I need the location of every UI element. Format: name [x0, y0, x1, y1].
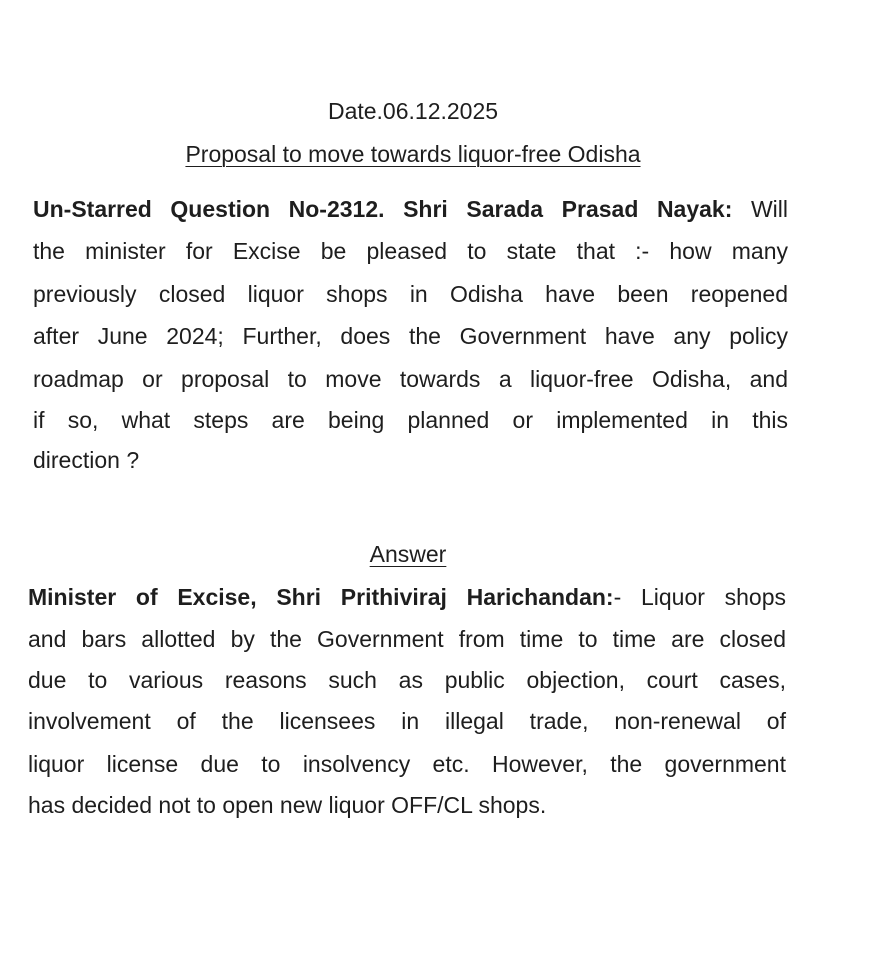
answer-line — [28, 584, 786, 611]
question-text: Will — [732, 196, 788, 222]
question-line: previously closed liquor shops in Odisha have been reopened — [33, 281, 788, 307]
answer-label: Minister of Excise, Shri Prithiviraj Harichandan: — [28, 584, 614, 610]
answer-text: - Liquor shops — [613, 584, 786, 610]
document-title: Proposal to move towards liquor-free Odisha — [185, 141, 641, 167]
question-line: the minister for Excise be pleased to state that :- how many — [33, 238, 788, 264]
question-line: if so, what steps are being planned or implemented in this — [33, 407, 788, 433]
answer-line: involvement of the licensees in illegal trade, non-renewal of — [28, 708, 786, 734]
answer-line: liquor license due to insolvency etc. However, the government — [28, 751, 786, 777]
question-line: after June 2024; Further, does the Government have any policy — [33, 323, 788, 349]
answer-line: and bars allotted by the Government from time to time are closed — [28, 626, 786, 652]
question-line — [33, 196, 788, 223]
answer-line: due to various reasons such as public objection, court cases, — [28, 667, 786, 693]
document-date: Date.06.12.2025 — [327, 98, 499, 124]
answer-heading: Answer — [369, 541, 447, 567]
answer-line: has decided not to open new liquor OFF/CL shops. — [28, 792, 547, 818]
question-line: direction ? — [33, 447, 140, 473]
question-label: Un-Starred Question No-2312. Shri Sarada Prasad Nayak: — [33, 196, 733, 222]
question-line: roadmap or proposal to move towards a liquor-free Odisha, and — [33, 366, 788, 392]
